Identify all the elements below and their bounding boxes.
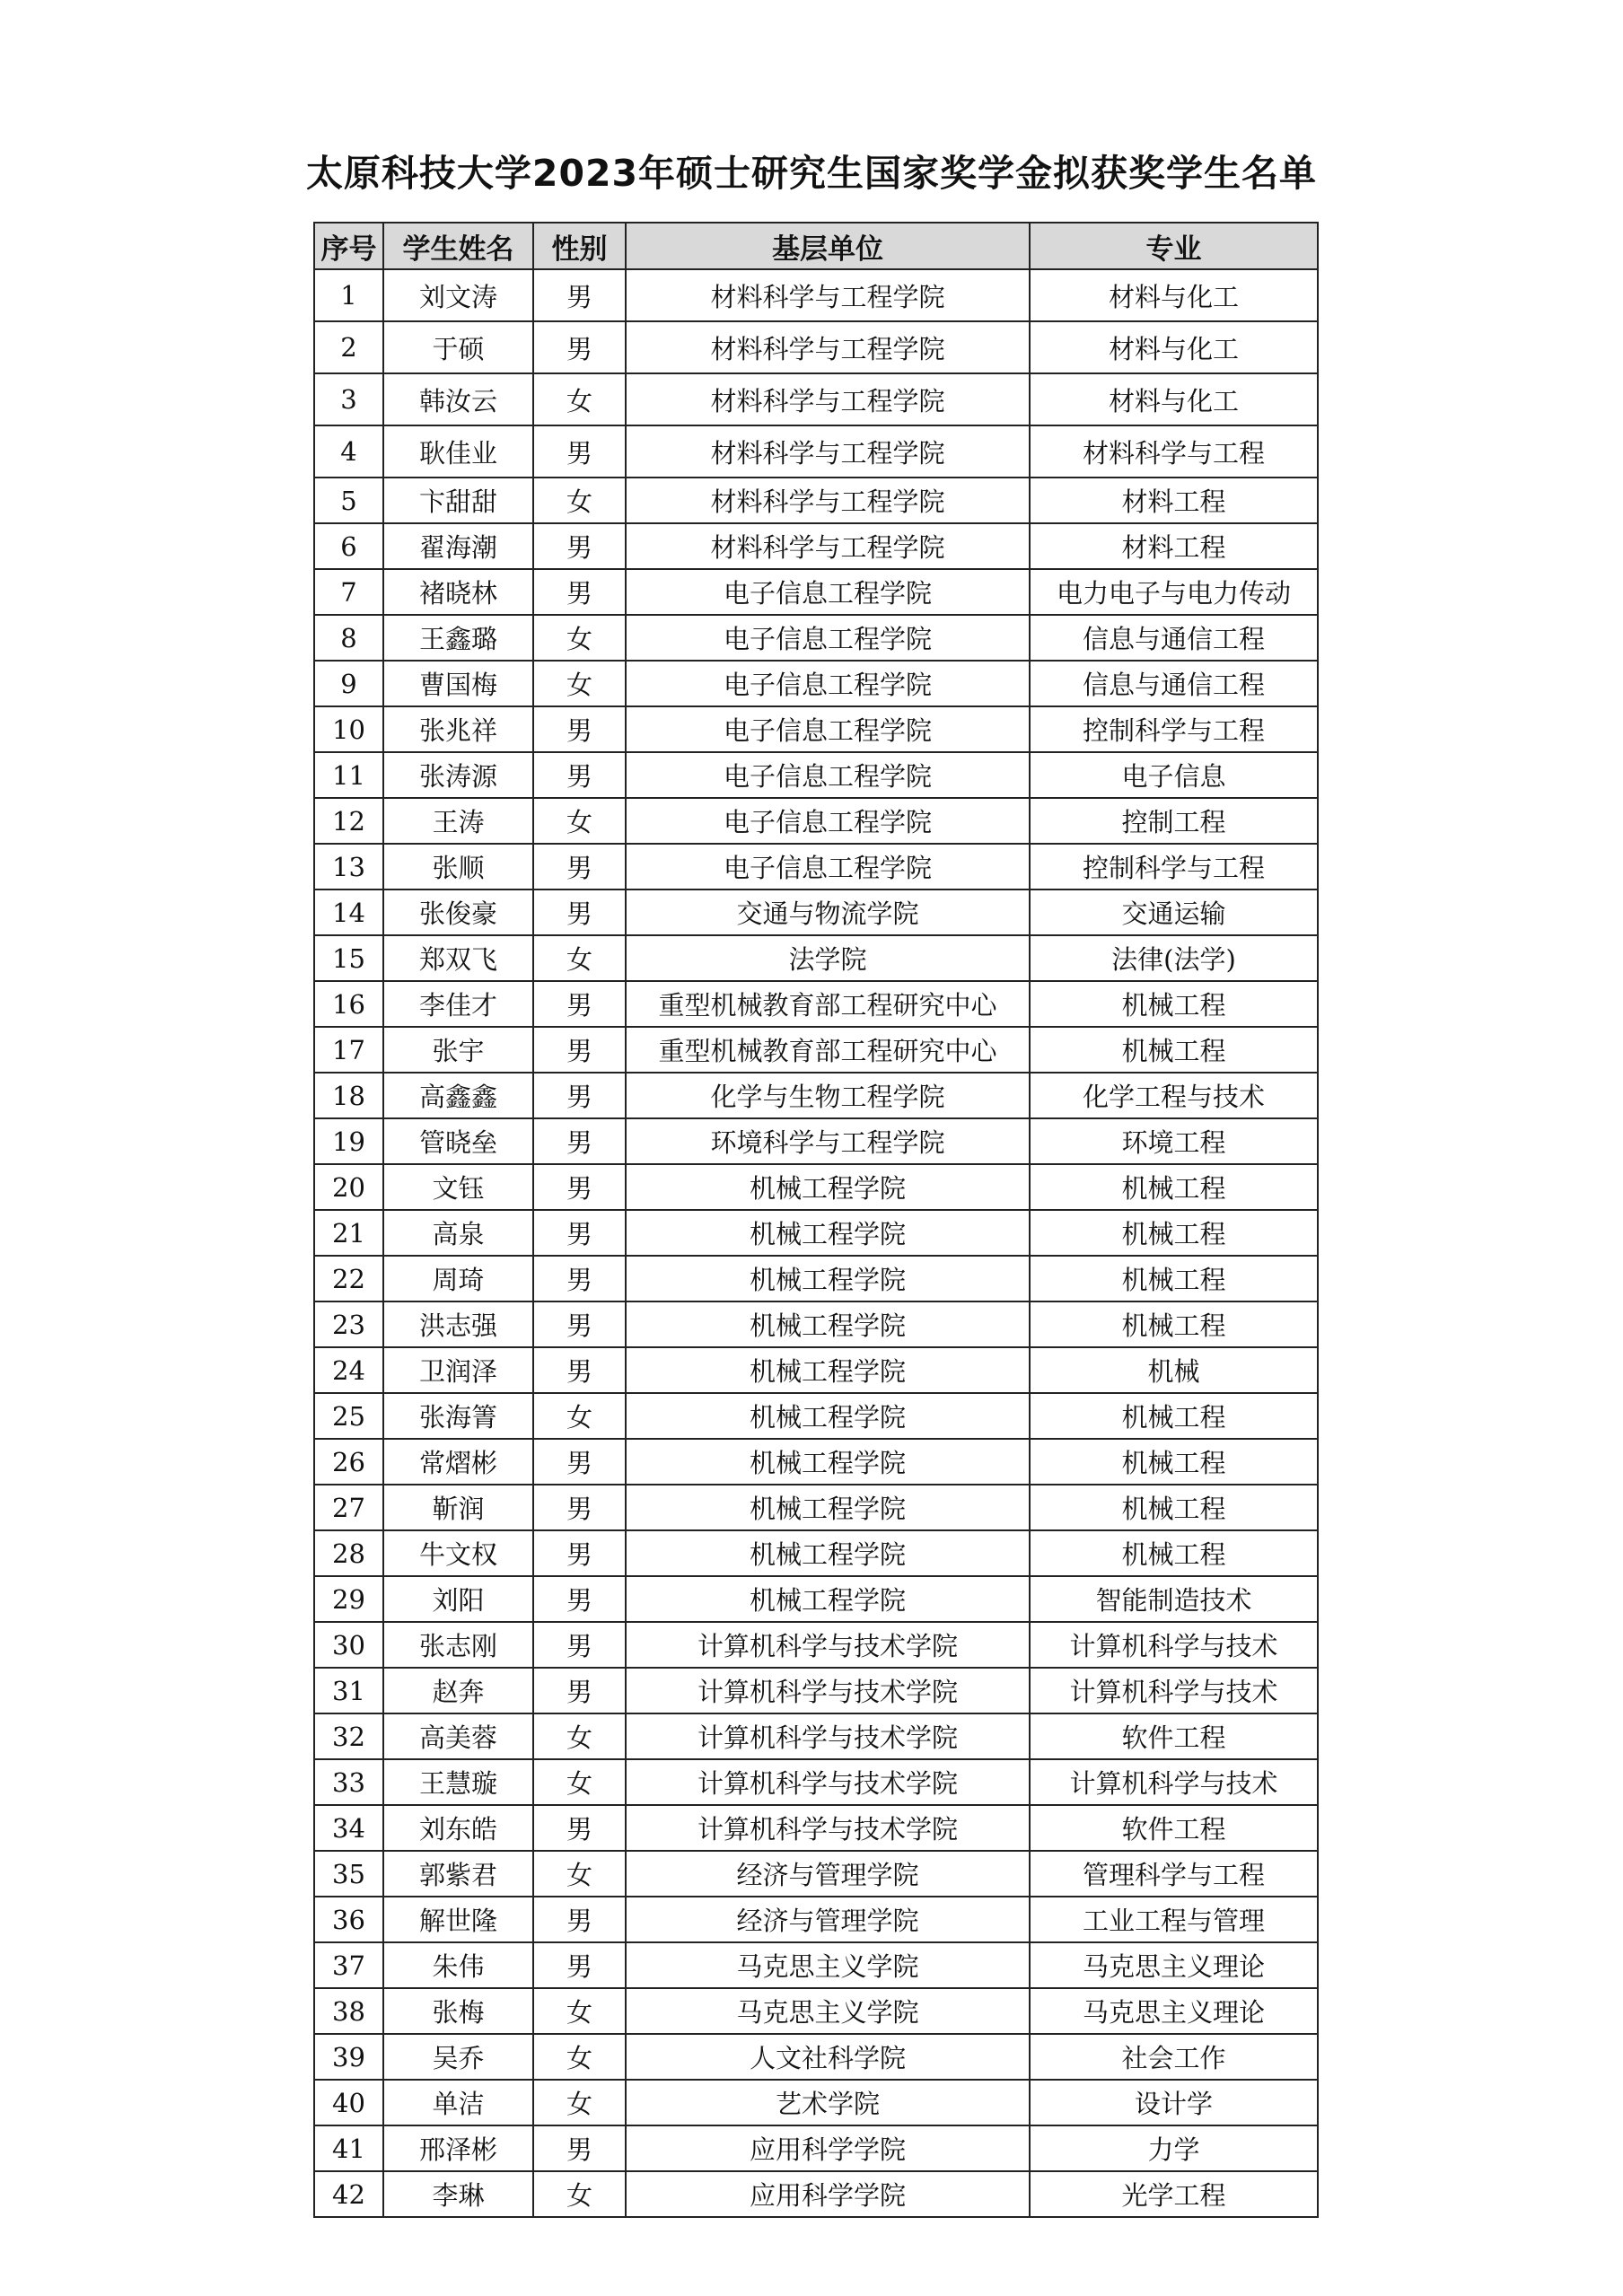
cell-student-name: 吴乔	[383, 2034, 533, 2080]
cell-index: 26	[314, 1439, 383, 1485]
table-row	[314, 1576, 1318, 1622]
cell-student-name: 刘阳	[383, 1576, 533, 1622]
cell-major: 马克思主义理论	[1030, 1942, 1318, 1988]
cell-gender: 男	[533, 1622, 626, 1668]
cell-index: 36	[314, 1897, 383, 1942]
table-row	[314, 425, 1318, 478]
cell-student-name: 耿佳业	[383, 425, 533, 478]
cell-index: 5	[314, 478, 383, 523]
cell-department: 电子信息工程学院	[626, 569, 1030, 615]
cell-major: 信息与通信工程	[1030, 615, 1318, 661]
cell-gender: 女	[533, 478, 626, 523]
cell-major: 交通运输	[1030, 889, 1318, 935]
cell-major: 软件工程	[1030, 1805, 1318, 1851]
cell-major: 设计学	[1030, 2080, 1318, 2125]
cell-student-name: 常熠彬	[383, 1439, 533, 1485]
cell-gender: 女	[533, 2080, 626, 2125]
cell-department: 机械工程学院	[626, 1393, 1030, 1439]
cell-major: 机械	[1030, 1347, 1318, 1393]
cell-student-name: 卫润泽	[383, 1347, 533, 1393]
cell-major: 计算机科学与技术	[1030, 1668, 1318, 1713]
cell-department: 机械工程学院	[626, 1347, 1030, 1393]
cell-major: 信息与通信工程	[1030, 661, 1318, 706]
table-row	[314, 615, 1318, 661]
cell-student-name: 于硕	[383, 321, 533, 373]
table-row	[314, 2125, 1318, 2171]
cell-gender: 女	[533, 2171, 626, 2217]
cell-student-name: 洪志强	[383, 1301, 533, 1347]
cell-gender: 男	[533, 1668, 626, 1713]
table-row	[314, 1164, 1318, 1210]
cell-student-name: 靳润	[383, 1485, 533, 1530]
cell-major: 环境工程	[1030, 1118, 1318, 1164]
cell-student-name: 解世隆	[383, 1897, 533, 1942]
cell-department: 机械工程学院	[626, 1576, 1030, 1622]
cell-department: 机械工程学院	[626, 1210, 1030, 1256]
cell-gender: 男	[533, 1118, 626, 1164]
cell-department: 电子信息工程学院	[626, 844, 1030, 889]
cell-major: 机械工程	[1030, 1256, 1318, 1301]
cell-gender: 男	[533, 1942, 626, 1988]
cell-gender: 女	[533, 661, 626, 706]
cell-major: 光学工程	[1030, 2171, 1318, 2217]
cell-department: 电子信息工程学院	[626, 798, 1030, 844]
cell-index: 20	[314, 1164, 383, 1210]
cell-department: 马克思主义学院	[626, 1988, 1030, 2034]
table-row	[314, 1622, 1318, 1668]
cell-student-name: 张梅	[383, 1988, 533, 2034]
cell-student-name: 王鑫璐	[383, 615, 533, 661]
cell-department: 机械工程学院	[626, 1256, 1030, 1301]
cell-index: 19	[314, 1118, 383, 1164]
cell-gender: 男	[533, 1805, 626, 1851]
cell-index: 30	[314, 1622, 383, 1668]
table-row	[314, 1301, 1318, 1347]
cell-major: 机械工程	[1030, 1301, 1318, 1347]
cell-department: 电子信息工程学院	[626, 706, 1030, 752]
cell-gender: 男	[533, 1576, 626, 1622]
header-gender: 性别	[533, 223, 626, 269]
table-row	[314, 889, 1318, 935]
cell-index: 15	[314, 935, 383, 981]
cell-gender: 女	[533, 1988, 626, 2034]
cell-gender: 男	[533, 1164, 626, 1210]
cell-student-name: 高泉	[383, 1210, 533, 1256]
cell-department: 材料科学与工程学院	[626, 425, 1030, 478]
table-row	[314, 1347, 1318, 1393]
cell-student-name: 李佳才	[383, 981, 533, 1027]
cell-student-name: 牛文权	[383, 1530, 533, 1576]
table-body	[314, 269, 1318, 2217]
table-row	[314, 661, 1318, 706]
cell-department: 环境科学与工程学院	[626, 1118, 1030, 1164]
cell-student-name: 单洁	[383, 2080, 533, 2125]
cell-department: 电子信息工程学院	[626, 752, 1030, 798]
cell-department: 材料科学与工程学院	[626, 523, 1030, 569]
cell-gender: 女	[533, 2034, 626, 2080]
cell-department: 机械工程学院	[626, 1164, 1030, 1210]
cell-gender: 男	[533, 321, 626, 373]
cell-department: 机械工程学院	[626, 1530, 1030, 1576]
cell-department: 应用科学学院	[626, 2171, 1030, 2217]
table-row	[314, 752, 1318, 798]
cell-student-name: 朱伟	[383, 1942, 533, 1988]
cell-gender: 男	[533, 1210, 626, 1256]
cell-student-name: 张俊豪	[383, 889, 533, 935]
cell-student-name: 张海箐	[383, 1393, 533, 1439]
cell-gender: 男	[533, 1256, 626, 1301]
cell-student-name: 王慧璇	[383, 1759, 533, 1805]
cell-index: 25	[314, 1393, 383, 1439]
cell-student-name: 刘文涛	[383, 269, 533, 321]
cell-department: 重型机械教育部工程研究中心	[626, 1027, 1030, 1073]
header-student-name: 学生姓名	[383, 223, 533, 269]
table-row	[314, 1393, 1318, 1439]
cell-gender: 女	[533, 798, 626, 844]
table-row	[314, 981, 1318, 1027]
cell-gender: 男	[533, 1301, 626, 1347]
cell-student-name: 韩汝云	[383, 373, 533, 425]
cell-department: 机械工程学院	[626, 1485, 1030, 1530]
cell-major: 控制工程	[1030, 798, 1318, 844]
cell-index: 1	[314, 269, 383, 321]
cell-department: 交通与物流学院	[626, 889, 1030, 935]
cell-department: 重型机械教育部工程研究中心	[626, 981, 1030, 1027]
cell-major: 材料与化工	[1030, 269, 1318, 321]
header-department: 基层单位	[626, 223, 1030, 269]
cell-department: 机械工程学院	[626, 1439, 1030, 1485]
table-row	[314, 523, 1318, 569]
cell-index: 40	[314, 2080, 383, 2125]
cell-student-name: 高美蓉	[383, 1713, 533, 1759]
table-row	[314, 1942, 1318, 1988]
cell-gender: 男	[533, 425, 626, 478]
cell-gender: 男	[533, 889, 626, 935]
table-row	[314, 798, 1318, 844]
cell-gender: 女	[533, 1851, 626, 1897]
cell-index: 9	[314, 661, 383, 706]
cell-student-name: 王涛	[383, 798, 533, 844]
cell-index: 37	[314, 1942, 383, 1988]
cell-gender: 女	[533, 935, 626, 981]
cell-index: 24	[314, 1347, 383, 1393]
cell-student-name: 邢泽彬	[383, 2125, 533, 2171]
cell-gender: 女	[533, 1759, 626, 1805]
cell-major: 机械工程	[1030, 1485, 1318, 1530]
cell-department: 艺术学院	[626, 2080, 1030, 2125]
table-row	[314, 269, 1318, 321]
cell-index: 16	[314, 981, 383, 1027]
cell-index: 41	[314, 2125, 383, 2171]
cell-department: 经济与管理学院	[626, 1897, 1030, 1942]
cell-department: 计算机科学与技术学院	[626, 1713, 1030, 1759]
cell-major: 管理科学与工程	[1030, 1851, 1318, 1897]
cell-student-name: 周琦	[383, 1256, 533, 1301]
cell-department: 人文社科学院	[626, 2034, 1030, 2080]
cell-index: 23	[314, 1301, 383, 1347]
cell-gender: 男	[533, 1073, 626, 1118]
cell-major: 化学工程与技术	[1030, 1073, 1318, 1118]
cell-index: 12	[314, 798, 383, 844]
table-row	[314, 1210, 1318, 1256]
cell-major: 计算机科学与技术	[1030, 1759, 1318, 1805]
cell-index: 27	[314, 1485, 383, 1530]
cell-major: 法律(法学)	[1030, 935, 1318, 981]
cell-student-name: 高鑫鑫	[383, 1073, 533, 1118]
cell-department: 计算机科学与技术学院	[626, 1668, 1030, 1713]
cell-major: 社会工作	[1030, 2034, 1318, 2080]
cell-gender: 男	[533, 2125, 626, 2171]
cell-index: 18	[314, 1073, 383, 1118]
cell-gender: 男	[533, 269, 626, 321]
cell-gender: 男	[533, 1530, 626, 1576]
cell-major: 工业工程与管理	[1030, 1897, 1318, 1942]
cell-gender: 女	[533, 1713, 626, 1759]
table-row	[314, 1485, 1318, 1530]
cell-gender: 男	[533, 1897, 626, 1942]
cell-department: 计算机科学与技术学院	[626, 1622, 1030, 1668]
header-major: 专业	[1030, 223, 1318, 269]
cell-department: 电子信息工程学院	[626, 615, 1030, 661]
cell-gender: 男	[533, 1485, 626, 1530]
cell-major: 材料科学与工程	[1030, 425, 1318, 478]
cell-index: 3	[314, 373, 383, 425]
cell-department: 计算机科学与技术学院	[626, 1759, 1030, 1805]
cell-major: 控制科学与工程	[1030, 706, 1318, 752]
cell-major: 控制科学与工程	[1030, 844, 1318, 889]
cell-major: 电力电子与电力传动	[1030, 569, 1318, 615]
cell-index: 7	[314, 569, 383, 615]
cell-index: 32	[314, 1713, 383, 1759]
cell-index: 31	[314, 1668, 383, 1713]
cell-department: 经济与管理学院	[626, 1851, 1030, 1897]
table-row	[314, 1530, 1318, 1576]
table-row	[314, 569, 1318, 615]
cell-department: 马克思主义学院	[626, 1942, 1030, 1988]
table-row	[314, 1897, 1318, 1942]
award-list-table	[313, 222, 1319, 2218]
cell-gender: 男	[533, 1027, 626, 1073]
table-row	[314, 1256, 1318, 1301]
table-row	[314, 1027, 1318, 1073]
cell-major: 机械工程	[1030, 1027, 1318, 1073]
cell-student-name: 褚晓林	[383, 569, 533, 615]
cell-gender: 男	[533, 569, 626, 615]
cell-index: 21	[314, 1210, 383, 1256]
cell-index: 4	[314, 425, 383, 478]
cell-major: 马克思主义理论	[1030, 1988, 1318, 2034]
cell-major: 机械工程	[1030, 981, 1318, 1027]
cell-student-name: 郭紫君	[383, 1851, 533, 1897]
cell-department: 机械工程学院	[626, 1301, 1030, 1347]
cell-index: 6	[314, 523, 383, 569]
table-row	[314, 1851, 1318, 1897]
table-row	[314, 1073, 1318, 1118]
table-row	[314, 1439, 1318, 1485]
cell-student-name: 张志刚	[383, 1622, 533, 1668]
cell-index: 28	[314, 1530, 383, 1576]
cell-index: 34	[314, 1805, 383, 1851]
cell-student-name: 李琳	[383, 2171, 533, 2217]
table-row	[314, 2171, 1318, 2217]
table-row	[314, 1668, 1318, 1713]
cell-student-name: 曹国梅	[383, 661, 533, 706]
cell-student-name: 郑双飞	[383, 935, 533, 981]
cell-index: 35	[314, 1851, 383, 1897]
cell-student-name: 文钰	[383, 1164, 533, 1210]
cell-major: 力学	[1030, 2125, 1318, 2171]
cell-major: 机械工程	[1030, 1530, 1318, 1576]
cell-major: 机械工程	[1030, 1439, 1318, 1485]
cell-gender: 男	[533, 981, 626, 1027]
cell-gender: 男	[533, 706, 626, 752]
cell-student-name: 张涛源	[383, 752, 533, 798]
table-row	[314, 1118, 1318, 1164]
cell-department: 应用科学学院	[626, 2125, 1030, 2171]
cell-major: 计算机科学与技术	[1030, 1622, 1318, 1668]
page-title: 太原科技大学2023年硕士研究生国家奖学金拟获奖学生名单	[305, 152, 1318, 195]
cell-student-name: 翟海潮	[383, 523, 533, 569]
cell-index: 2	[314, 321, 383, 373]
cell-index: 13	[314, 844, 383, 889]
cell-index: 29	[314, 1576, 383, 1622]
cell-major: 软件工程	[1030, 1713, 1318, 1759]
cell-student-name: 刘东皓	[383, 1805, 533, 1851]
cell-student-name: 管晓垒	[383, 1118, 533, 1164]
table-row	[314, 1759, 1318, 1805]
cell-gender: 女	[533, 1393, 626, 1439]
table-row	[314, 373, 1318, 425]
table-row	[314, 1988, 1318, 2034]
cell-gender: 男	[533, 1439, 626, 1485]
cell-department: 计算机科学与技术学院	[626, 1805, 1030, 1851]
cell-gender: 女	[533, 615, 626, 661]
cell-gender: 男	[533, 1347, 626, 1393]
cell-major: 材料工程	[1030, 523, 1318, 569]
table-row	[314, 2034, 1318, 2080]
table-row	[314, 1805, 1318, 1851]
cell-department: 法学院	[626, 935, 1030, 981]
cell-major: 材料与化工	[1030, 373, 1318, 425]
cell-major: 材料工程	[1030, 478, 1318, 523]
table-row	[314, 706, 1318, 752]
cell-department: 电子信息工程学院	[626, 661, 1030, 706]
cell-gender: 男	[533, 523, 626, 569]
cell-index: 10	[314, 706, 383, 752]
cell-department: 材料科学与工程学院	[626, 478, 1030, 523]
cell-major: 机械工程	[1030, 1164, 1318, 1210]
table-row	[314, 321, 1318, 373]
cell-index: 38	[314, 1988, 383, 2034]
cell-index: 17	[314, 1027, 383, 1073]
cell-major: 智能制造技术	[1030, 1576, 1318, 1622]
cell-department: 化学与生物工程学院	[626, 1073, 1030, 1118]
cell-student-name: 赵奔	[383, 1668, 533, 1713]
cell-major: 机械工程	[1030, 1210, 1318, 1256]
table-row	[314, 844, 1318, 889]
cell-student-name: 张宇	[383, 1027, 533, 1073]
cell-index: 11	[314, 752, 383, 798]
cell-major: 机械工程	[1030, 1393, 1318, 1439]
table-header-row	[314, 223, 1318, 269]
cell-index: 39	[314, 2034, 383, 2080]
table-row	[314, 1713, 1318, 1759]
cell-gender: 女	[533, 373, 626, 425]
header-index: 序号	[314, 223, 383, 269]
cell-index: 33	[314, 1759, 383, 1805]
cell-index: 14	[314, 889, 383, 935]
cell-index: 22	[314, 1256, 383, 1301]
cell-student-name: 张顺	[383, 844, 533, 889]
cell-index: 8	[314, 615, 383, 661]
cell-department: 材料科学与工程学院	[626, 373, 1030, 425]
table-row	[314, 935, 1318, 981]
cell-gender: 男	[533, 752, 626, 798]
cell-gender: 男	[533, 844, 626, 889]
table-row	[314, 2080, 1318, 2125]
cell-major: 电子信息	[1030, 752, 1318, 798]
cell-index: 42	[314, 2171, 383, 2217]
cell-student-name: 卞甜甜	[383, 478, 533, 523]
cell-department: 材料科学与工程学院	[626, 269, 1030, 321]
table-row	[314, 478, 1318, 523]
cell-major: 材料与化工	[1030, 321, 1318, 373]
cell-student-name: 张兆祥	[383, 706, 533, 752]
cell-department: 材料科学与工程学院	[626, 321, 1030, 373]
